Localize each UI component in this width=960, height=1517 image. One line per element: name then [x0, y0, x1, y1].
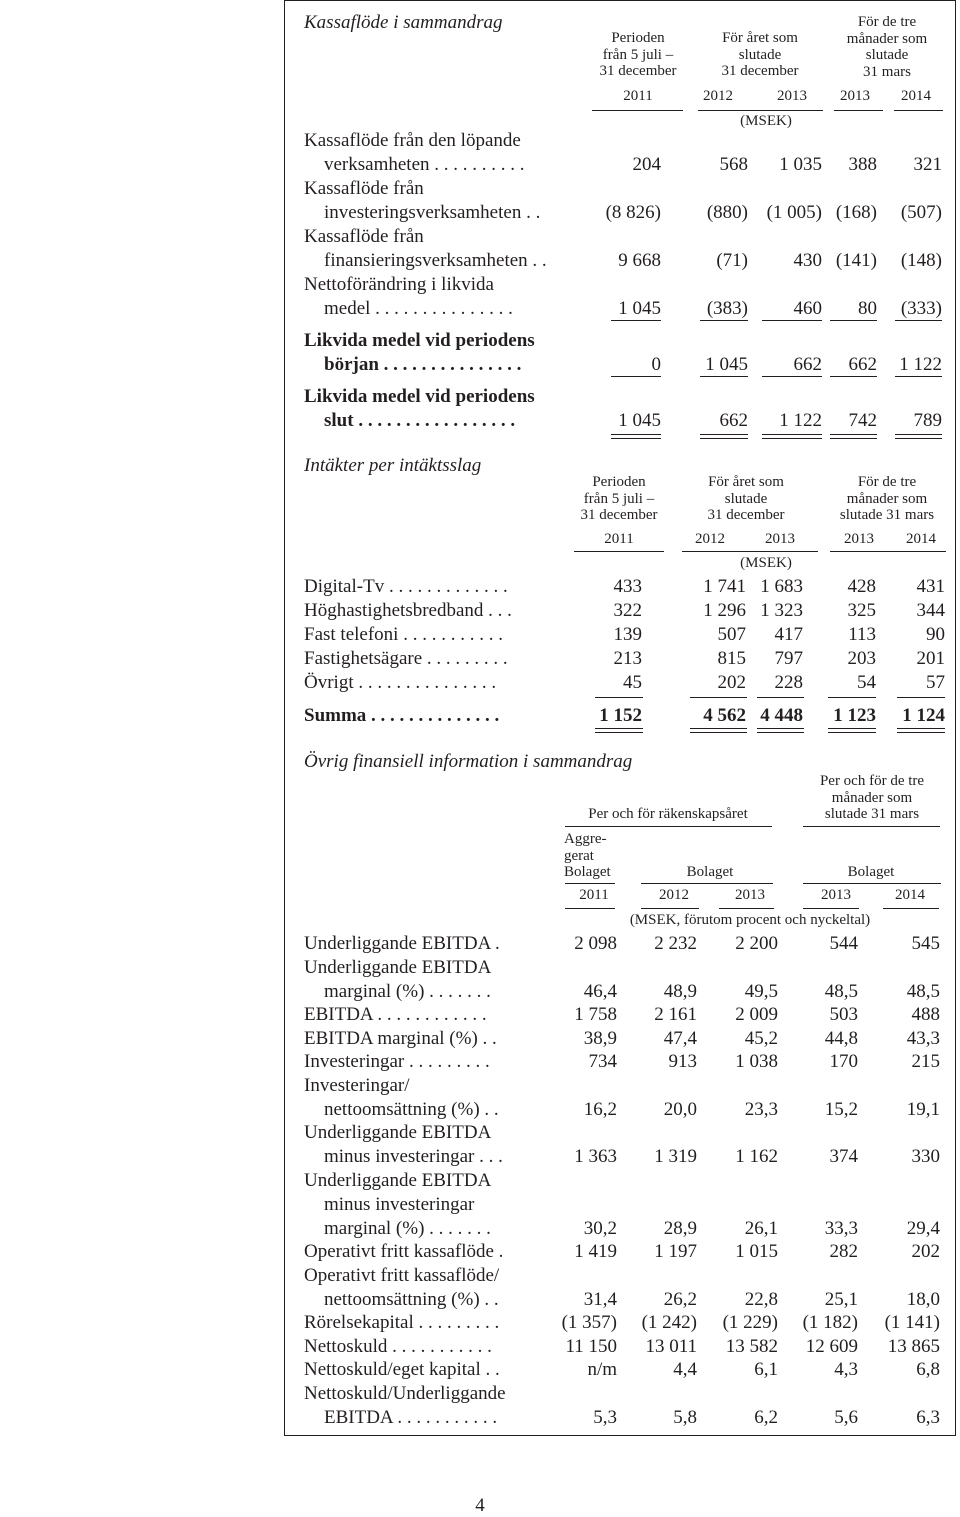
sum-rule — [757, 697, 804, 698]
table-cell: 662 — [848, 354, 877, 375]
double-rule — [762, 434, 822, 435]
year-header: 2012 — [695, 531, 725, 547]
row-label: EBITDA . . . . . . . . . . . . — [304, 1004, 487, 1025]
sum-rule — [595, 697, 643, 698]
row-label: Nettoförändring i likvida — [304, 274, 494, 295]
table-cell: n/m — [587, 1359, 617, 1380]
sum-rule — [700, 320, 748, 321]
double-rule — [700, 438, 748, 439]
table-cell: 202 — [717, 672, 746, 693]
table-cell: 48,5 — [906, 980, 940, 1002]
table-cell: 1 363 — [574, 1146, 617, 1167]
header-rule — [894, 110, 943, 111]
table-cell: 5,6 — [834, 1406, 858, 1428]
table-cell: 330 — [911, 1146, 940, 1167]
table-cell: 662 — [719, 410, 748, 431]
table-cell: (507) — [900, 202, 942, 223]
page-number: 4 — [475, 1495, 485, 1516]
double-rule — [690, 732, 747, 733]
table-cell: 170 — [829, 1051, 858, 1072]
year-header: 2011 — [604, 531, 634, 547]
column-header: månader som — [846, 30, 928, 47]
row-label: Summa . . . . . . . . . . . . . . — [304, 705, 500, 726]
section-title: Kassaflöde i sammandrag — [304, 12, 503, 33]
table-cell: 228 — [774, 672, 803, 693]
row-label: marginal (%) . . . . . . . — [324, 1217, 491, 1239]
column-header: gerat — [564, 847, 594, 864]
double-rule — [895, 434, 942, 435]
table-cell: 4,3 — [834, 1359, 858, 1380]
sum-rule — [897, 697, 945, 698]
table-cell: (880) — [706, 202, 748, 223]
table-cell: 4,4 — [673, 1359, 697, 1380]
table-cell: 13 865 — [887, 1335, 940, 1357]
double-rule — [897, 728, 945, 729]
table-cell: 325 — [847, 600, 876, 621]
row-label: finansieringsverksamheten . . — [324, 250, 547, 271]
table-cell: 344 — [916, 600, 945, 621]
year-header: 2014 — [895, 887, 925, 903]
table-cell: (1 229) — [722, 1312, 778, 1333]
row-label: minus investeringar . . . — [324, 1146, 503, 1167]
year-header: 2014 — [901, 88, 931, 104]
table-cell: 48,5 — [824, 980, 858, 1002]
row-label: Likvida medel vid periodens — [304, 330, 535, 351]
table-cell: (1 141) — [884, 1312, 940, 1333]
table-cell: 1 015 — [735, 1241, 778, 1262]
table-cell: 1 419 — [574, 1241, 617, 1262]
row-label: Nettoskuld . . . . . . . . . . . — [304, 1335, 492, 1357]
table-cell: 1 035 — [779, 154, 822, 175]
row-label: Digital-Tv . . . . . . . . . . . . . — [304, 576, 508, 597]
table-cell: 16,2 — [583, 1098, 617, 1120]
row-label: Nettoskuld/Underliggande — [304, 1382, 506, 1404]
row-label: Kassaflöde från den löpande — [304, 130, 521, 151]
table-cell: (1 242) — [641, 1312, 697, 1333]
header-rule — [565, 826, 772, 827]
table-cell: 15,2 — [824, 1098, 858, 1120]
double-rule — [757, 732, 804, 733]
table-cell: 503 — [829, 1004, 858, 1025]
row-label: investeringsverksamheten . . — [324, 202, 541, 223]
column-header: Perioden — [611, 30, 665, 46]
table-cell: 6,1 — [754, 1359, 778, 1380]
row-label: marginal (%) . . . . . . . — [324, 980, 491, 1002]
table-cell: 54 — [857, 672, 876, 693]
table-cell: 488 — [911, 1004, 940, 1025]
table-cell: 417 — [774, 624, 803, 645]
column-header: För året som — [722, 30, 798, 46]
table-cell: 28,9 — [663, 1217, 697, 1239]
table-cell: 57 — [926, 672, 945, 693]
sum-rule — [700, 376, 748, 377]
table-cell: 22,8 — [744, 1288, 778, 1310]
year-header: 2013 — [844, 531, 874, 547]
column-header: Per och för de tre — [819, 773, 925, 789]
row-label: minus investeringar — [324, 1193, 475, 1215]
column-header: slutade 31 mars — [839, 507, 935, 523]
row-label: nettoomsättning (%) . . — [324, 1098, 499, 1120]
table-cell: 13 582 — [725, 1335, 778, 1357]
table-cell: 282 — [829, 1241, 858, 1262]
row-label: Kassaflöde från — [304, 226, 424, 247]
header-rule — [719, 908, 774, 909]
double-rule — [595, 732, 643, 733]
table-cell: 544 — [829, 933, 858, 954]
double-rule — [757, 728, 804, 729]
table-cell: 1 162 — [735, 1146, 778, 1167]
section-title: Intäkter per intäktsslag — [304, 455, 482, 476]
table-cell: 6,3 — [916, 1406, 940, 1428]
table-cell: 20,0 — [663, 1098, 697, 1120]
year-header: 2011 — [579, 887, 609, 903]
table-cell: 38,9 — [583, 1027, 617, 1049]
double-rule — [611, 438, 661, 439]
year-header: 2012 — [703, 88, 733, 104]
column-header: 31 december — [707, 507, 785, 523]
table-cell: 568 — [719, 154, 748, 175]
double-rule — [762, 438, 822, 439]
table-cell: 662 — [793, 354, 822, 375]
table-cell: (383) — [706, 298, 748, 319]
column-header: månader som — [831, 789, 913, 806]
header-rule — [830, 551, 946, 552]
row-label: verksamheten . . . . . . . . . . — [324, 154, 525, 175]
row-label: EBITDA . . . . . . . . . . . — [324, 1406, 498, 1428]
table-cell: 139 — [613, 624, 642, 645]
row-label: Underliggande EBITDA — [304, 956, 492, 978]
header-rule — [565, 883, 615, 884]
sum-rule — [762, 320, 822, 321]
table-cell: 201 — [916, 648, 945, 669]
header-rule — [883, 908, 939, 909]
column-header: För året som — [708, 474, 784, 490]
table-cell: 113 — [848, 624, 876, 645]
table-cell: 48,9 — [663, 980, 697, 1002]
table-cell: 2 200 — [735, 933, 778, 954]
column-header: slutade — [738, 46, 782, 63]
table-cell: 388 — [848, 154, 877, 175]
row-label: medel . . . . . . . . . . . . . . . — [324, 298, 513, 319]
table-cell: 23,3 — [744, 1098, 778, 1120]
column-header: Bolaget — [564, 864, 611, 880]
year-header: 2013 — [765, 531, 795, 547]
unit-label: (MSEK) — [740, 113, 792, 129]
row-label: nettoomsättning (%) . . — [324, 1288, 499, 1310]
header-rule — [803, 826, 940, 827]
table-cell: 2 161 — [654, 1004, 697, 1025]
table-cell: 45 — [623, 672, 642, 693]
column-header: 31 december — [599, 63, 677, 79]
table-cell: 1 045 — [618, 410, 661, 431]
row-label: Underliggande EBITDA — [304, 1122, 492, 1143]
column-header: månader som — [846, 490, 928, 507]
table-cell: 45,2 — [744, 1027, 778, 1049]
table-cell: 789 — [913, 410, 942, 431]
table-cell: 2 009 — [735, 1004, 778, 1025]
row-label: Underliggande EBITDA . — [304, 933, 500, 954]
table-cell: 1 038 — [735, 1051, 778, 1072]
sum-rule — [895, 320, 942, 321]
row-label: Underliggande EBITDA — [304, 1169, 492, 1191]
header-rule — [574, 551, 664, 552]
row-label: Fastighetsägare . . . . . . . . . — [304, 648, 508, 669]
year-header: 2014 — [906, 531, 936, 547]
table-cell: 33,3 — [824, 1217, 858, 1239]
table-cell: 1 152 — [599, 705, 642, 726]
header-rule — [641, 908, 699, 909]
header-rule — [834, 110, 883, 111]
column-header: Aggre- — [564, 831, 607, 847]
table-cell: (168) — [835, 202, 877, 223]
header-rule — [592, 110, 683, 111]
header-rule — [803, 908, 859, 909]
double-rule — [828, 728, 876, 729]
row-label: Likvida medel vid periodens — [304, 386, 535, 407]
table-cell: 1 683 — [760, 576, 803, 597]
table-cell: 374 — [829, 1146, 858, 1167]
column-header: 31 mars — [863, 63, 911, 80]
sum-rule — [830, 376, 877, 377]
table-cell: 80 — [858, 298, 877, 319]
table-cell: 797 — [774, 648, 803, 669]
row-label: början . . . . . . . . . . . . . . . — [324, 354, 522, 375]
table-cell: 43,3 — [906, 1027, 940, 1049]
column-header: 31 december — [580, 507, 658, 523]
table-cell: 1 197 — [654, 1241, 697, 1262]
table-cell: 1 122 — [899, 354, 942, 375]
header-rule — [803, 883, 941, 884]
header-rule — [565, 908, 615, 909]
sum-rule — [611, 376, 661, 377]
column-header: Bolaget — [847, 864, 895, 880]
header-rule — [641, 883, 773, 884]
table-cell: 734 — [588, 1051, 617, 1072]
double-rule — [895, 438, 942, 439]
table-cell: 1 758 — [574, 1004, 617, 1025]
table-cell: 5,3 — [593, 1406, 617, 1428]
table-cell: 742 — [848, 410, 877, 431]
row-label: Investeringar . . . . . . . . . — [304, 1051, 490, 1072]
table-cell: 203 — [847, 648, 876, 669]
table-cell: 26,2 — [663, 1288, 697, 1310]
table-cell: 90 — [926, 624, 945, 645]
table-cell: (8 826) — [605, 202, 661, 223]
table-cell: (333) — [900, 298, 942, 319]
table-cell: 202 — [911, 1241, 940, 1262]
table-cell: 1 124 — [902, 705, 945, 726]
table-cell: 545 — [911, 933, 940, 954]
header-rule — [682, 551, 818, 552]
year-header: 2013 — [840, 88, 870, 104]
double-rule — [830, 438, 877, 439]
table-cell: 29,4 — [906, 1217, 940, 1239]
table-cell: 1 319 — [654, 1146, 697, 1167]
year-header: 2011 — [623, 88, 653, 104]
unit-label: (MSEK, förutom procent och nyckeltal) — [629, 912, 871, 928]
table-cell: 5,8 — [673, 1406, 697, 1428]
table-cell: (141) — [835, 250, 877, 271]
table-cell: 1 296 — [703, 600, 746, 621]
table-cell: 215 — [911, 1051, 940, 1072]
table-cell: 1 045 — [618, 298, 661, 319]
table-cell: 213 — [613, 648, 642, 669]
table-cell: 30,2 — [583, 1217, 617, 1239]
year-header: 2013 — [821, 887, 851, 903]
table-cell: 507 — [717, 624, 746, 645]
table-cell: 428 — [847, 576, 876, 597]
table-cell: 49,5 — [744, 980, 778, 1002]
table-cell: (148) — [900, 250, 942, 271]
table-cell: 913 — [668, 1051, 697, 1072]
table-cell: 11 150 — [565, 1335, 617, 1357]
sum-rule — [895, 376, 942, 377]
row-label: Höghastighetsbredband . . . — [304, 600, 512, 621]
column-header: Bolaget — [686, 864, 734, 880]
table-cell: 322 — [613, 600, 642, 621]
table-cell: 6,2 — [754, 1406, 778, 1428]
column-header: slutade 31 mars — [824, 806, 920, 822]
sum-rule — [690, 697, 747, 698]
table-cell: 460 — [793, 298, 822, 319]
row-label: Kassaflöde från — [304, 178, 424, 199]
table-cell: 46,4 — [583, 980, 617, 1002]
table-cell: 6,8 — [916, 1359, 940, 1380]
table-cell: 2 232 — [654, 933, 697, 954]
row-label: Operativt fritt kassaflöde . — [304, 1241, 504, 1262]
column-header: 31 december — [721, 63, 799, 79]
double-rule — [830, 434, 877, 435]
row-label: Nettoskuld/eget kapital . . — [304, 1359, 500, 1380]
table-cell: 815 — [717, 648, 746, 669]
column-header: Perioden — [592, 474, 646, 490]
table-cell: 1 323 — [760, 600, 803, 621]
table-cell: 433 — [613, 576, 642, 597]
column-header: från 5 juli – — [602, 46, 674, 63]
row-label: Rörelsekapital . . . . . . . . . — [304, 1312, 500, 1333]
double-rule — [690, 728, 747, 729]
section-title: Övrig finansiell information i sammandrag — [304, 751, 633, 772]
column-header: För de tre — [857, 14, 917, 30]
double-rule — [700, 434, 748, 435]
table-cell: 9 668 — [618, 250, 661, 271]
year-header: 2013 — [777, 88, 807, 104]
table-cell: 31,4 — [583, 1288, 617, 1310]
table-cell: 321 — [913, 154, 942, 175]
table-cell: 19,1 — [906, 1098, 940, 1120]
table-cell: 431 — [916, 576, 945, 597]
table-cell: 0 — [651, 354, 661, 375]
row-label: Investeringar/ — [304, 1074, 410, 1096]
table-cell: 12 609 — [805, 1335, 858, 1357]
column-header: För de tre — [857, 474, 917, 490]
table-cell: 44,8 — [824, 1027, 858, 1049]
table-cell: 13 011 — [645, 1335, 697, 1357]
table-cell: 2 098 — [574, 933, 617, 954]
column-header: Per och för räkenskapsåret — [588, 806, 748, 822]
row-label: slut . . . . . . . . . . . . . . . . . — [324, 410, 516, 431]
header-rule — [698, 110, 823, 111]
table-cell: (1 182) — [802, 1312, 858, 1333]
column-header: slutade — [724, 490, 768, 507]
row-label: EBITDA marginal (%) . . — [304, 1027, 497, 1049]
column-header: slutade — [865, 47, 909, 63]
table-cell: 430 — [793, 250, 822, 271]
row-label: Övrigt . . . . . . . . . . . . . . . — [304, 672, 497, 693]
double-rule — [611, 434, 661, 435]
table-cell: (1 005) — [766, 202, 822, 223]
double-rule — [828, 732, 876, 733]
table-cell: (1 357) — [561, 1312, 617, 1333]
table-cell: 18,0 — [906, 1288, 940, 1310]
table-cell: 25,1 — [824, 1288, 858, 1310]
table-cell: 204 — [632, 154, 661, 175]
year-header: 2013 — [735, 887, 765, 903]
sum-rule — [830, 320, 877, 321]
table-cell: 4 448 — [760, 705, 803, 726]
table-cell: (71) — [716, 250, 748, 271]
column-header: från 5 juli – — [583, 490, 655, 507]
sum-rule — [762, 376, 822, 377]
table-cell: 1 122 — [779, 410, 822, 431]
table-cell: 47,4 — [663, 1027, 697, 1049]
double-rule — [595, 728, 643, 729]
table-cell: 4 562 — [703, 705, 746, 726]
double-rule — [897, 732, 945, 733]
table-cell: 1 045 — [705, 354, 748, 375]
table-cell: 1 741 — [703, 576, 746, 597]
sum-rule — [611, 320, 661, 321]
table-cell: 26,1 — [744, 1217, 778, 1239]
unit-label: (MSEK) — [740, 555, 792, 571]
table-cell: 1 123 — [833, 705, 876, 726]
row-label: Fast telefoni . . . . . . . . . . . — [304, 624, 503, 645]
row-label: Operativt fritt kassaflöde/ — [304, 1264, 500, 1286]
sum-rule — [828, 697, 876, 698]
year-header: 2012 — [659, 887, 689, 903]
